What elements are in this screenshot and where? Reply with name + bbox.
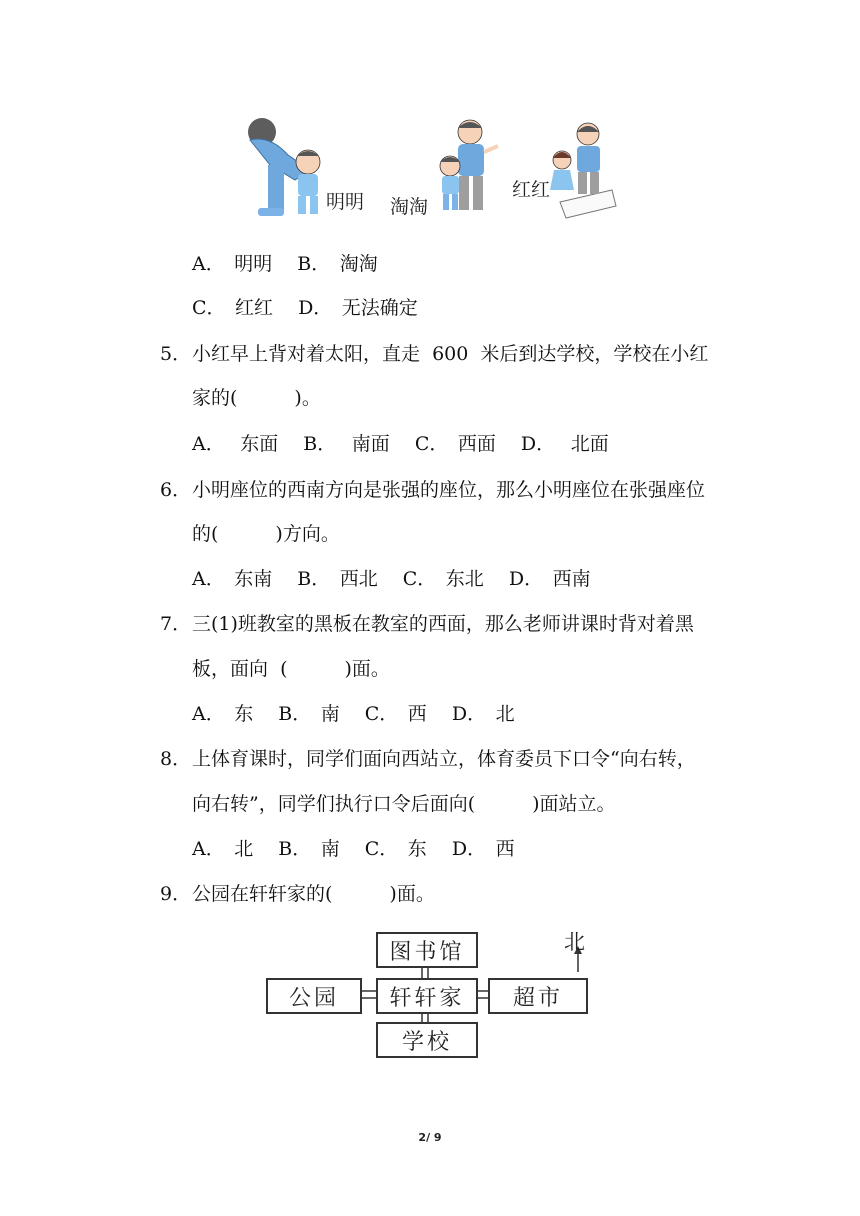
q8-text-line1: 上体育课时，同学们面向西站立，体育委员下口令“向右转， bbox=[192, 748, 696, 770]
q9-number: 9． bbox=[160, 883, 192, 905]
q5-text-line2: 家的( )。 bbox=[192, 387, 321, 409]
q5-text-line1: 小红早上背对着太阳，直走 600 米后到达学校，学校在小红 bbox=[192, 343, 709, 365]
q8-options: A． 北 B． 南 C． 东 D． 西 bbox=[192, 838, 515, 860]
q5-options: A． 东面 B． 南面 C． 西面 D． 北面 bbox=[192, 433, 609, 455]
q7-options: A． 东 B． 南 C． 西 D． 北 bbox=[192, 703, 515, 725]
label-mingming: 明明 bbox=[326, 191, 365, 213]
direction-map bbox=[262, 928, 602, 1062]
q5-number: 5． bbox=[160, 343, 192, 365]
box-supermarket: 超市 bbox=[488, 978, 588, 1014]
illustration-figure bbox=[240, 110, 620, 232]
box-park: 公园 bbox=[266, 978, 362, 1014]
page-number: 2/ 9 bbox=[418, 1131, 442, 1144]
q9-text-line1: 公园在轩轩家的( )面。 bbox=[192, 883, 435, 905]
north-label: 北 bbox=[564, 930, 585, 954]
q6-options: A． 东南 B． 西北 C． 东北 D． 西南 bbox=[192, 568, 591, 590]
q6-text-line1: 小明座位的西南方向是张强的座位，那么小明座位在张强座位 bbox=[192, 479, 706, 501]
q6-number: 6． bbox=[160, 479, 192, 501]
box-school: 学校 bbox=[376, 1022, 478, 1058]
mingming-figure bbox=[248, 118, 320, 216]
q6-text-line2: 的( )方向。 bbox=[192, 523, 340, 545]
q8-number: 8． bbox=[160, 748, 192, 770]
q4-options-line1: A． 明明 B． 淘淘 bbox=[192, 253, 378, 275]
label-taotao: 淘淘 bbox=[390, 196, 429, 218]
box-library: 图书馆 bbox=[376, 932, 478, 968]
q7-text-line1: 三(1)班教室的黑板在教室的西面，那么老师讲课时背对着黑 bbox=[192, 613, 694, 635]
q8-text-line2: 向右转”，同学们执行口令后面向( )面站立。 bbox=[192, 793, 616, 815]
box-home: 轩轩家 bbox=[376, 978, 478, 1014]
label-honghong: 红红 bbox=[512, 179, 551, 201]
honghong-figure bbox=[550, 123, 616, 218]
q7-number: 7． bbox=[160, 613, 192, 635]
q4-options-line2: C． 红红 D． 无法确定 bbox=[192, 297, 418, 319]
q7-text-line2: 板，面向 ( )面。 bbox=[192, 658, 390, 680]
taotao-figure bbox=[440, 120, 498, 210]
